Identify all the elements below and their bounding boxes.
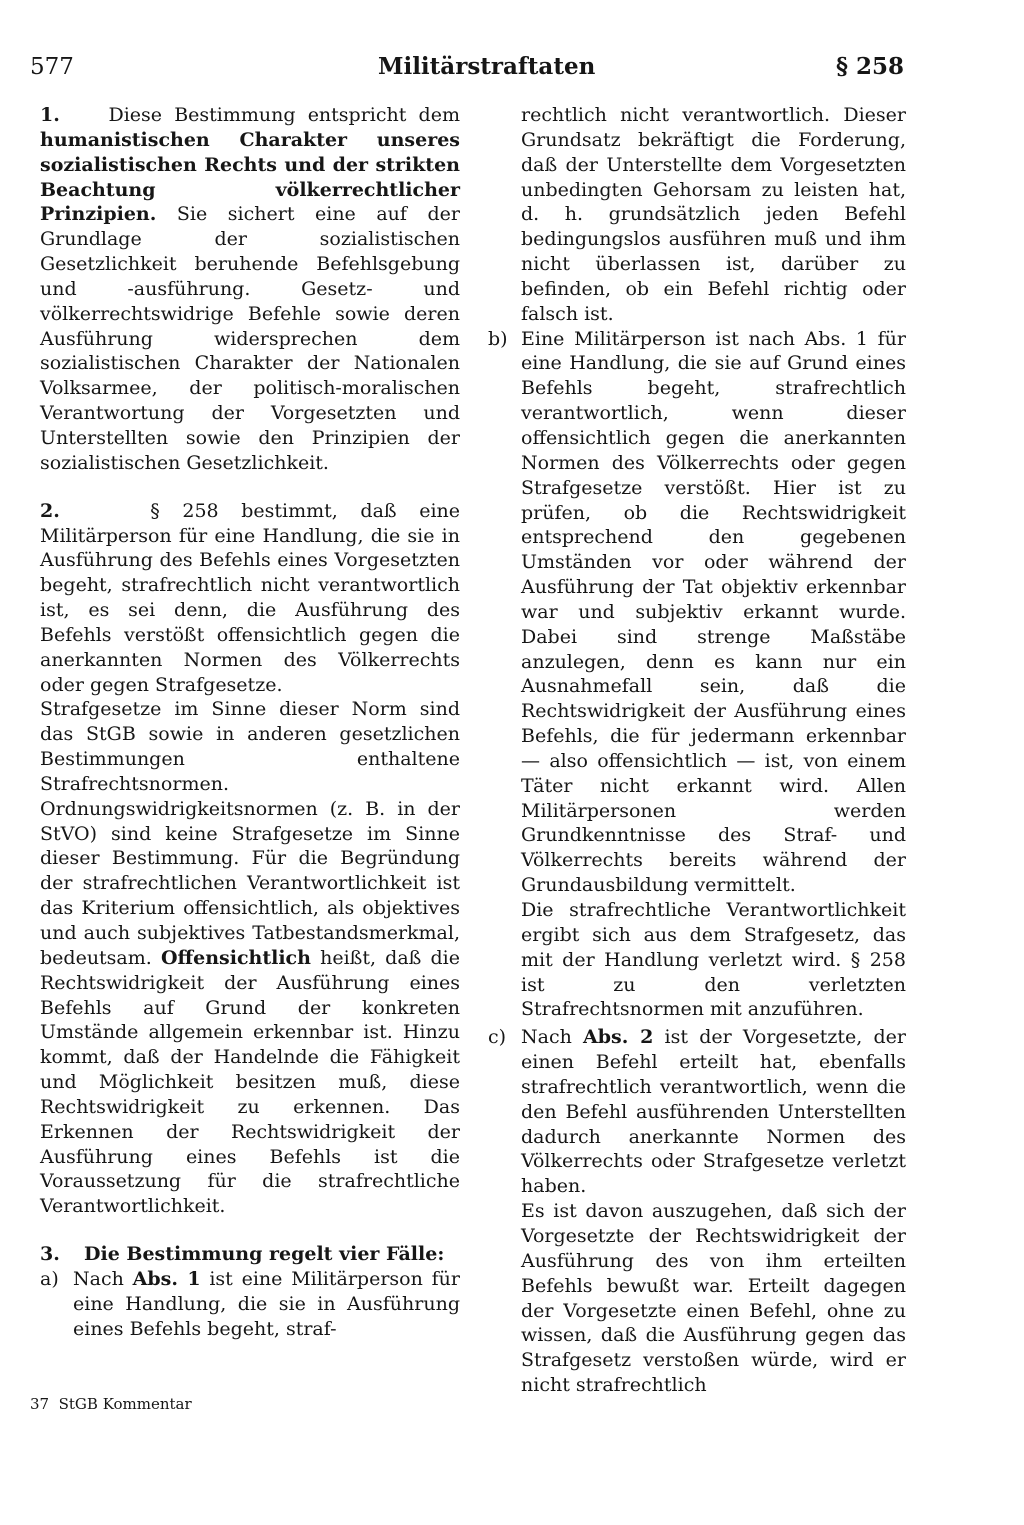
paragraph-1	[40, 103, 460, 476]
list-item-a-continued	[488, 103, 906, 327]
section-number: § 258	[836, 53, 905, 80]
list-item-c-text-2: Es ist davon auszugehen, daß sich der Vorgesetzte der Rechtswidrigkeit der Ausführung des von ihm erteilten Befehls bewußt war. Erteilt dagegen der Vorgesetzte einen Befehl, ohne zu wissen, daß die Ausführung gegen das Strafgesetz verstoßen würde, wird er nicht strafrechtlich	[521, 1200, 906, 1397]
paragraph-3: Strafgesetze im Sinne dieser Norm sind das StGB sowie in anderen gesetzlichen Bestimmungen enthaltene Strafrechtsnormen.	[40, 698, 460, 795]
list-item-a-label: a)	[40, 1267, 59, 1290]
right-column	[488, 103, 906, 1398]
list-item-c-text-b: ist der Vorgesetzte, der einen Befehl erteilt hat, ebenfalls strafrechtlich verantwortlich, wenn die den Befehl ausführenden Unterstellten dadurch anerkannte Normen des Völkerrechts oder Strafgesetze verletzt haben.	[521, 1026, 906, 1198]
paragraph-5-bold: Die Bestimmung regelt vier Fälle:	[84, 1243, 445, 1266]
left-column	[40, 103, 460, 1342]
list-item-b-text-2: Die strafrechtliche Verantwortlichkeit ergibt sich aus dem Strafgesetz, das mit der Handlung verletzt wird. § 258 ist zu den verletzten Strafrechtsnormen mit anzuführen.	[521, 899, 906, 1021]
paragraph-2	[40, 499, 460, 698]
paragraph-4-text-a: Ordnungswidrigkeitsnormen (z. B. in der StVO) sind keine Strafgesetze im Sinne dieser Bestimmung. Für die Begründung der strafrechtlichen Verantwortlichkeit ist das Kriterium offensichtlich, als objektives und auch subjektives Tatbestandsmerkmal, bedeutsam.	[40, 797, 460, 969]
list-item-a-bold: Abs. 1	[132, 1267, 201, 1290]
paragraph-5	[40, 1242, 460, 1267]
page-number: 577	[30, 54, 74, 80]
paragraph-4	[40, 797, 460, 1219]
paragraph-5-number: 3.	[40, 1243, 60, 1266]
list-item-c-paragraph	[521, 1025, 906, 1199]
list-item-a-text-b: ist eine Militärperson für eine Handlung, die sie in Ausführung eines Befehls begeht, straf-	[73, 1267, 460, 1340]
paragraph-1-text-b: Sie sichert eine auf der Grundlage der sozialistischen Gesetzlichkeit beruhende Befehlsgebung und -ausführung. Gesetz- und völkerrechtswidrige Befehle sowie deren Ausführung widersprechen dem sozialistischen Charakter der Nationalen Volksarmee, der politisch-moralischen Verantwortung der Vorgesetzten und Unterstellten sowie den Prinzipien der sozialistischen Gesetzlichkeit.	[40, 203, 460, 474]
running-title: Militärstraftaten	[378, 53, 596, 80]
list-item-c	[488, 1025, 906, 1398]
list-item-c-bold: Abs. 2	[583, 1026, 654, 1049]
paragraph-2-number: 2.	[40, 499, 60, 522]
paragraph-1-text-a: Diese Bestimmung entspricht dem	[108, 104, 460, 126]
list-item-c-text-a: Nach	[521, 1026, 572, 1049]
list-item-a	[40, 1267, 460, 1342]
paragraph-2-text: § 258 bestimmt, daß eine Militärperson für eine Handlung, die sie in Ausführung des Befehls eines Vorgesetzten begeht, strafrechtlich nicht verantwortlich ist, es sei denn, die Ausführung des Befehls verstößt offensichtlich gegen die anerkannten Normen des Völkerrechts oder gegen Strafgesetze.	[40, 499, 460, 696]
list-item-a-continued-text: rechtlich nicht verantwortlich. Dieser Grundsatz bekräftigt die Forderung, daß der Unterstellte dem Vorgesetzten unbedingten Gehorsam zu leisten hat, d. h. grundsätzlich jeden Befehl bedingungslos ausführen muß und ihm nicht überlassen ist, darüber zu befinden, ob ein Befehl richtig oder falsch ist.	[521, 104, 906, 325]
paragraph-1-bold: humanistischen Charakter unseres sozialistischen Rechts und der strikten Beachtung völkerrechtlicher Prinzipien.	[40, 128, 460, 226]
list-item-a-text-a: Nach	[73, 1267, 124, 1290]
list-item-c-label: c)	[488, 1026, 507, 1049]
paragraph-1-number: 1.	[40, 104, 60, 126]
paragraph-4-text-b: heißt, daß die Rechtswidrigkeit der Ausführung eines Befehls auf Grund der konkreten Umstände allgemein erkennbar ist. Hinzu kommt, daß der Handelnde die Fähigkeit und Möglichkeit besitzen muß, diese Rechtswidrigkeit zu erkennen. Das Erkennen der Rechtswidrigkeit der Ausführung eines Befehls ist die Voraussetzung für die strafrechtliche Verantwortlichkeit.	[40, 946, 460, 1218]
list-item-b-text: Eine Militärperson ist nach Abs. 1 für eine Handlung, die sie auf Grund eines Befehls begeht, strafrechtlich verantwortlich, wenn dieser offensichtlich gegen die anerkannten Normen des Völkerrechts oder gegen Strafgesetze verstößt. Hier ist zu prüfen, ob die Rechtswidrigkeit entsprechend den gegebenen Umständen vor oder während der Ausführung der Tat objektiv erkennbar war und subjektiv erkannt wurde. Dabei sind strenge Maßstäbe anzulegen, denn es kann nur ein Ausnahmefall sein, daß die Rechtswidrigkeit der Ausführung eines Befehls, die für jedermann erkennbar — also offensichtlich — ist, von einem Täter nicht erkannt wird. Allen Militärpersonen werden Grundkenntnisse des Straf- und Völkerrechts bereits während der Grundausbildung vermittelt.	[521, 327, 906, 897]
paragraph-4-bold: Offensichtlich	[160, 946, 311, 969]
list-item-b	[488, 327, 906, 1023]
footer-signature: 37 StGB Kommentar	[30, 1395, 192, 1413]
list-item-b-label: b)	[488, 327, 508, 350]
